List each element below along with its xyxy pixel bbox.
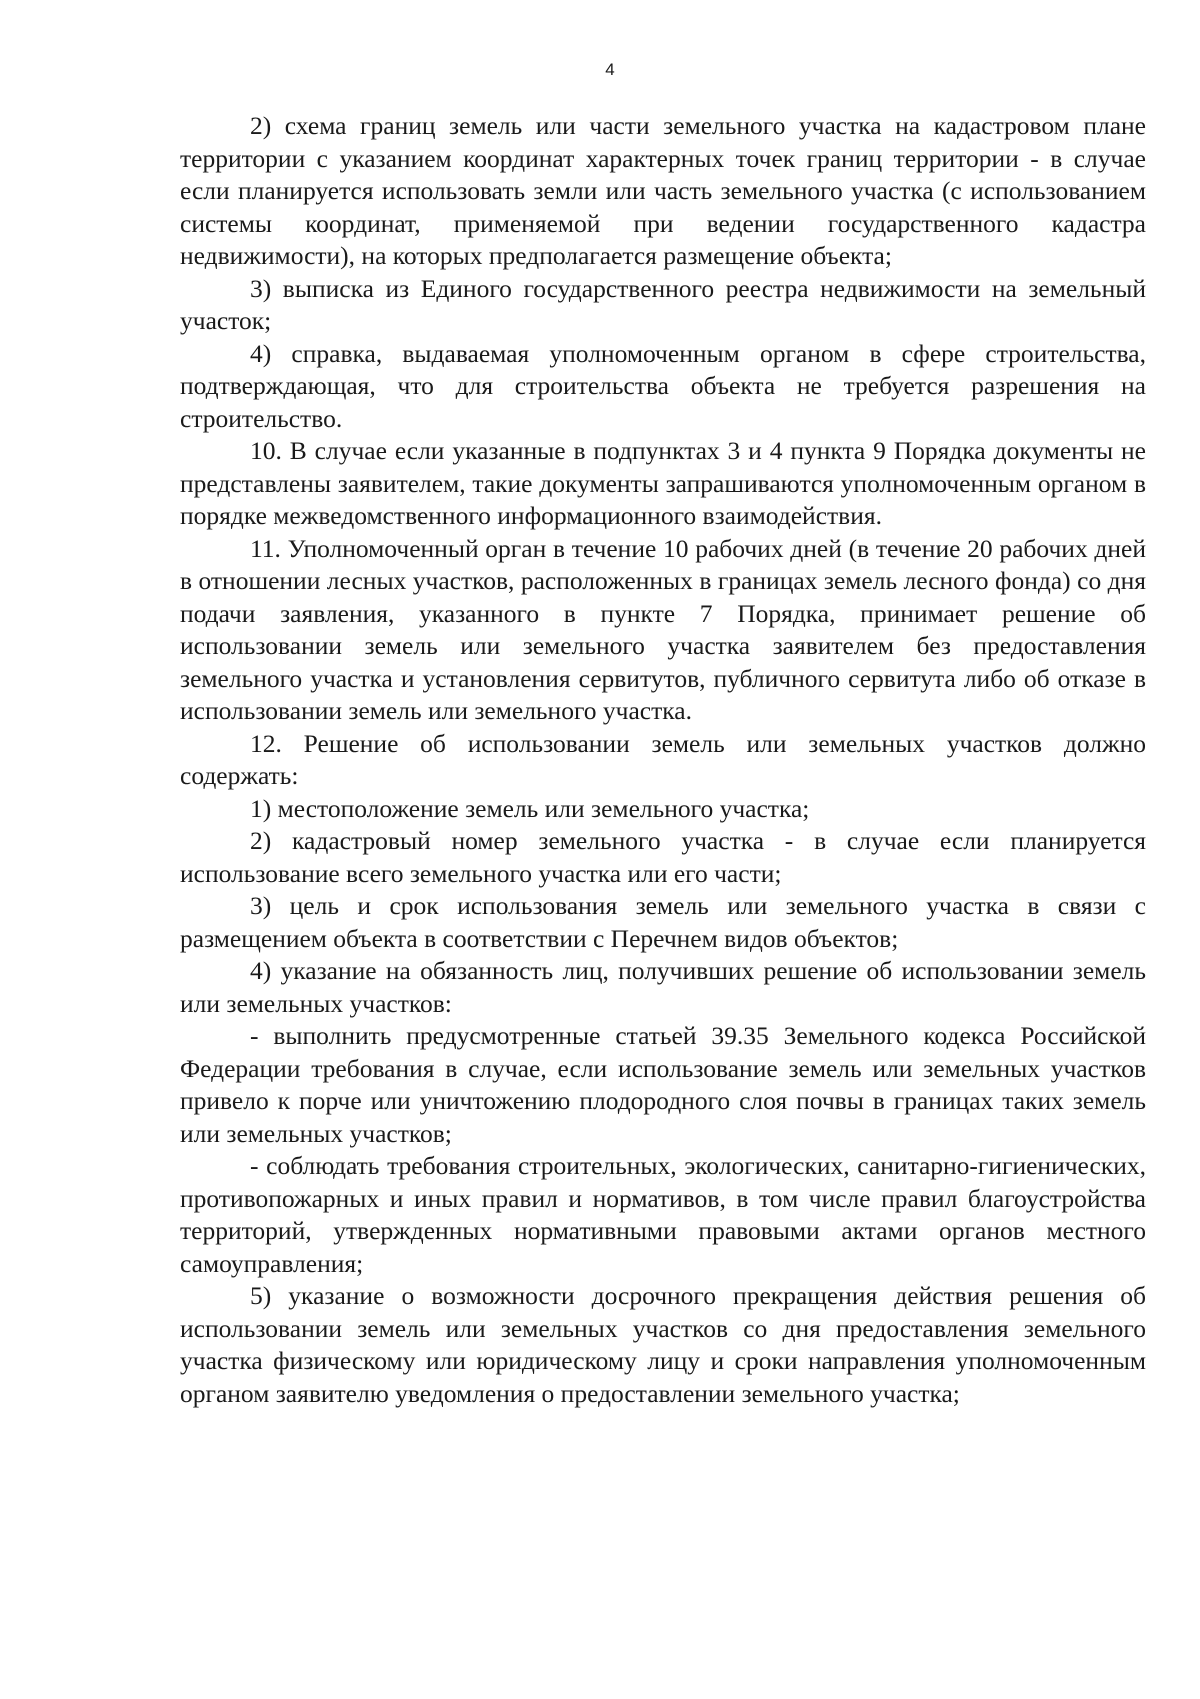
page-number: 4 xyxy=(605,60,615,79)
paragraph-12-2: 2) кадастровый номер земельного участка - в случае если планируется использование всего земельного участка или его части; xyxy=(180,826,1146,888)
paragraph-10: 10. В случае если указанные в подпунктах 3 и 4 пункта 9 Порядка документы не представлены заявителем, такие документы запрашиваются уполномоченным органом в порядке межведомственного информационного взаимодействия. xyxy=(180,436,1146,530)
paragraph-12-3: 3) цель и срок использования земель или земельного участка в связи с размещением объекта в соответствии с Перечнем видов объектов; xyxy=(180,891,1146,953)
document-body xyxy=(180,110,1146,1410)
paragraph-12-4-item-2: - соблюдать требования строительных, экологических, санитарно-гигиенических, противопожарных и иных правил и нормативов, в том числе правил благоустройства территорий, утвержденных нормативными правовыми актами органов местного самоуправления; xyxy=(180,1151,1146,1278)
paragraph-11: 11. Уполномоченный орган в течение 10 рабочих дней (в течение 20 рабочих дней в отношении лесных участков, расположенных в границах земель лесного фонда) со дня подачи заявления, указанного в пункте 7 Порядка, принимает решение об использовании земель или земельного участка заявителем без предоставления земельного участка и установления сервитутов, публичного сервитута либо об отказе в использовании земель или земельного участка. xyxy=(180,533,1146,725)
paragraph-12-5: 5) указание о возможности досрочного прекращения действия решения об использовании земель или земельных участков со дня предоставления земельного участка физическому или юридическому лицу и сроки направления уполномоченным органом заявителю уведомления о предоставлении земельного участка; xyxy=(180,1281,1146,1408)
paragraph-9-2: 2) схема границ земель или части земельного участка на кадастровом плане территории с указанием координат характерных точек границ территории - в случае если планируется использовать земли или часть земельного участка (с использованием системы координат, применяемой при ведении государственного кадастра недвижимости), на которых предполагается размещение объекта; xyxy=(180,111,1146,270)
paragraph-12-1: 1) местоположение земель или земельного участка; xyxy=(250,793,810,823)
paragraph-12-4: 4) указание на обязанность лиц, получивших решение об использовании земель или земельных участков: xyxy=(180,956,1146,1018)
paragraph-12-4-item-1: - выполнить предусмотренные статьей 39.35 Земельного кодекса Российской Федерации требования в случае, если использование земель или земельных участков привело к порче или уничтожению плодородного слоя почвы в границах таких земель или земельных участков; xyxy=(180,1021,1146,1148)
paragraph-9-4: 4) справка, выдаваемая уполномоченным органом в сфере строительства, подтверждающая, что для строительства объекта не требуется разрешения на строительство. xyxy=(180,338,1146,433)
paragraph-9-3: 3) выписка из Единого государственного реестра недвижимости на земельный участок; xyxy=(180,273,1146,335)
paragraph-12: 12. Решение об использовании земель или земельных участков должно содержать: xyxy=(180,728,1146,790)
